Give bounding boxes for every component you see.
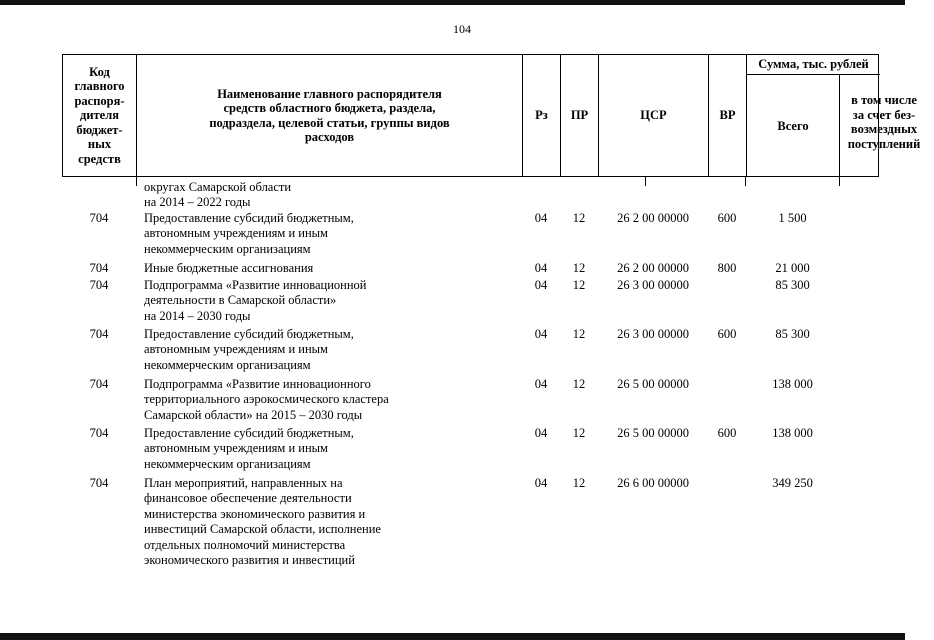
cell-rz: 04 [534, 211, 548, 225]
cell-rz: 04 [534, 476, 548, 490]
top-border [0, 0, 905, 5]
cell-rz: 04 [534, 278, 548, 292]
cell-name: Предоставление субсидий бюджетным, автономным учреждениям и иным некоммерческим организациям [144, 327, 354, 372]
header-sum-title: Сумма, тыс. рублей [747, 55, 880, 75]
cell-pr: 12 [572, 426, 586, 440]
cell-code: 704 [89, 278, 109, 292]
cell-code: 704 [89, 211, 109, 225]
header-csr-text: ЦСР [640, 108, 667, 123]
cell-total: 85 300 [775, 327, 810, 341]
header-name-text: Наименование главного распорядителя средств областного бюджета, раздела, подраздела, целевой статьи, группы видов расходов [209, 86, 450, 144]
cell-csr: 26 5 00 00000 [617, 426, 689, 440]
table-row [62, 211, 879, 261]
cell-name: округах Самарской области на 2014 – 2022 годы [144, 180, 292, 210]
cell-csr: 26 2 00 00000 [617, 211, 689, 225]
cell-pr: 12 [572, 476, 586, 490]
cell-vr: 600 [717, 327, 737, 341]
header-code-text: Код главного распоря- дителя бюджет- ных средств [74, 64, 125, 166]
cell-name: Предоставление субсидий бюджетным, автономным учреждениям и иным некоммерческим организациям [144, 211, 354, 256]
table-row [62, 327, 879, 377]
cell-csr: 26 2 00 00000 [617, 261, 689, 275]
cell-total: 1 500 [778, 211, 807, 225]
cell-csr: 26 5 00 00000 [617, 377, 689, 391]
table-row [62, 377, 879, 426]
header-code [63, 55, 137, 176]
cell-name: Подпрограмма «Развитие инновационной деятельности в Самарской области» на 2014 – 2030 годы [144, 278, 367, 323]
page-number: 104 [453, 22, 471, 36]
cell-total: 21 000 [775, 261, 810, 275]
table-header [62, 54, 921, 177]
header-sum [747, 55, 921, 176]
cell-code: 704 [89, 476, 109, 490]
cell-rz: 04 [534, 426, 548, 440]
table-row [62, 278, 879, 327]
cell-csr: 26 6 00 00000 [617, 476, 689, 490]
cell-total: 138 000 [772, 377, 813, 391]
table-row [62, 476, 879, 572]
table-row [62, 261, 879, 278]
cell-pr: 12 [572, 278, 586, 292]
cell-name: Предоставление субсидий бюджетным, автономным учреждениям и иным некоммерческим организациям [144, 426, 354, 471]
cell-code: 704 [89, 261, 109, 275]
header-csr [599, 55, 709, 176]
header-rz-text: Рз [535, 108, 548, 123]
table-row [62, 180, 879, 211]
cell-rz: 04 [534, 261, 548, 275]
table-row [62, 426, 879, 476]
cell-pr: 12 [572, 261, 586, 275]
header-pr-text: ПР [570, 108, 589, 123]
header-sum-free-text: в том числе за счет без- возмездных поступлений [847, 93, 921, 151]
header-rz [523, 55, 561, 176]
cell-total: 85 300 [775, 278, 810, 292]
header-sum-free [840, 75, 921, 177]
header-sum-total: Всего [747, 75, 840, 177]
cell-pr: 12 [572, 211, 586, 225]
cell-vr: 600 [717, 426, 737, 440]
header-name [137, 55, 523, 176]
cell-total: 349 250 [772, 476, 813, 490]
table-body [62, 180, 879, 572]
cell-name: Иные бюджетные ассигнования [144, 261, 314, 275]
bottom-border [0, 633, 905, 640]
cell-csr: 26 3 00 00000 [617, 278, 689, 292]
cell-rz: 04 [534, 327, 548, 341]
cell-code: 704 [89, 426, 109, 440]
header-vr-text: ВР [719, 108, 736, 123]
cell-total: 138 000 [772, 426, 813, 440]
cell-pr: 12 [572, 377, 586, 391]
cell-code: 704 [89, 327, 109, 341]
cell-name: План мероприятий, направленных на финансовое обеспечение деятельности министерства экономического развития и инвестиций Самарской области, исполнение отдельных полномочий министерства экономического развития и инвестиций [144, 476, 381, 568]
cell-vr: 800 [717, 261, 737, 275]
cell-pr: 12 [572, 327, 586, 341]
cell-csr: 26 3 00 00000 [617, 327, 689, 341]
header-pr [561, 55, 599, 176]
cell-name: Подпрограмма «Развитие инновационного территориального аэрокосмического кластера Самарской области» на 2015 – 2030 годы [144, 377, 389, 422]
cell-code: 704 [89, 377, 109, 391]
cell-vr: 600 [717, 211, 737, 225]
header-vr [709, 55, 747, 176]
cell-rz: 04 [534, 377, 548, 391]
